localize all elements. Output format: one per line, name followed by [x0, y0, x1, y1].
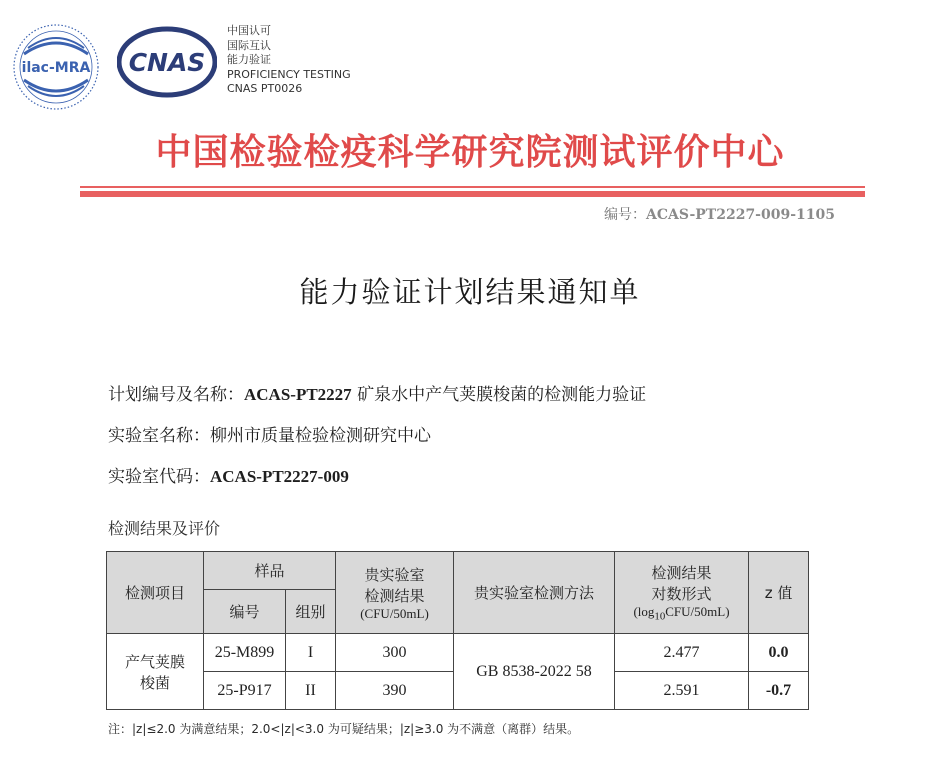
- log-unit-pre: (log: [633, 604, 655, 620]
- header-result: [336, 552, 454, 634]
- header-result-line1: 贵实验室: [364, 565, 425, 584]
- header-group: 组别: [286, 590, 336, 634]
- plan-label: 计划编号及名称：: [108, 385, 244, 405]
- cert-line: CNAS PT0026: [227, 82, 303, 95]
- method-cell: GB 8538-2022 58: [454, 634, 615, 710]
- header-result-line2: 检测结果: [364, 586, 425, 605]
- header-log-result: [615, 552, 749, 634]
- section-title: 检测结果及评价: [108, 519, 221, 538]
- item-line1: 产气荚膜: [124, 652, 185, 671]
- header-sample: 样品: [204, 552, 336, 590]
- sample-no-cell: 25-M899: [204, 634, 286, 672]
- table-header-row: [107, 552, 809, 590]
- cert-line: 中国认可: [227, 24, 271, 37]
- item-line2: 梭菌: [139, 673, 170, 692]
- lab-name-label: 实验室名称：: [108, 426, 210, 446]
- log-cell: 2.477: [615, 634, 749, 672]
- result-cell: 300: [336, 634, 454, 672]
- header-divider: [80, 186, 865, 188]
- plan-name: 矿泉水中产气荚膜梭菌的检测能力验证: [357, 385, 647, 405]
- header-log-line1: 检测结果: [651, 564, 712, 583]
- cert-line: 能力验证: [227, 53, 271, 66]
- lab-code-value: ACAS-PT2227-009: [210, 467, 349, 486]
- lab-code-label: 实验室代码：: [108, 467, 210, 487]
- document-number-label: 编号：: [603, 207, 646, 223]
- item-cell: [107, 634, 204, 710]
- header-divider-thick: [80, 191, 865, 197]
- log-cell: 2.591: [615, 672, 749, 710]
- cert-line: PROFICIENCY TESTING: [227, 67, 351, 81]
- page-title: 能力验证计划结果通知单: [299, 275, 641, 309]
- lab-name-value: 柳州市质量检验检测研究中心: [210, 426, 431, 446]
- header-item: 检测项目: [107, 552, 204, 634]
- result-cell: 390: [336, 672, 454, 710]
- z-cell: 0.0: [749, 634, 809, 672]
- header-result-unit: (CFU/50mL): [360, 605, 429, 621]
- ilac-logo-text: ilac-MRA: [21, 60, 91, 76]
- lab-name-field: [108, 421, 431, 446]
- header-log-unit: [615, 604, 748, 623]
- ilac-mra-logo: [10, 22, 102, 112]
- results-table: [106, 551, 809, 710]
- lab-code-field: [108, 462, 349, 487]
- cnas-logo-text: CNAS: [128, 48, 206, 77]
- footnote: 注：|z|≤2.0 为满意结果；2.0<|z|<3.0 为可疑结果；|z|≥3.0 为不满意（离群）结果。: [108, 722, 580, 736]
- cert-line: 国际互认: [227, 38, 271, 52]
- group-cell: II: [286, 672, 336, 710]
- document-number: [604, 204, 835, 224]
- document-number-value: ACAS-PT2227-009-1105: [645, 207, 835, 223]
- header-sample-no: 编号: [204, 590, 286, 634]
- log-unit-post: CFU/50mL): [665, 604, 730, 620]
- z-cell: -0.7: [749, 672, 809, 710]
- log-unit-sub: 10: [654, 610, 666, 623]
- header-log-line2: 对数形式: [651, 585, 712, 604]
- accreditation-text: [227, 24, 351, 97]
- table-row: [107, 634, 809, 672]
- header-z: z 值: [749, 552, 809, 634]
- group-cell: I: [286, 634, 336, 672]
- plan-field: [108, 380, 646, 405]
- plan-code: ACAS-PT2227: [244, 385, 352, 404]
- header-method: 贵实验室检测方法: [454, 552, 615, 634]
- sample-no-cell: 25-P917: [204, 672, 286, 710]
- organization-title: 中国检验检疫科学研究院测试评价中心: [155, 132, 785, 173]
- cnas-logo: [117, 26, 217, 98]
